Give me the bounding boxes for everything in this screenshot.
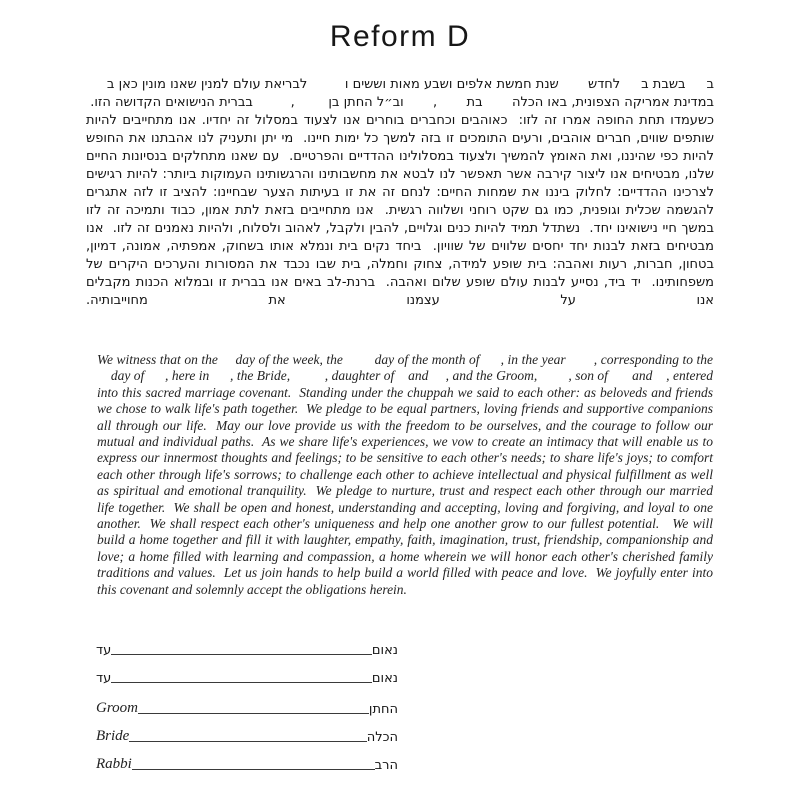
bride-label: Bride [96, 728, 130, 744]
rabbi-signature-line [132, 769, 375, 770]
signature-row-groom [96, 689, 398, 717]
rabbi-label-hebrew: הרב [374, 758, 398, 773]
witness-1-signature-line [111, 654, 372, 655]
groom-label-hebrew: החתן [368, 702, 398, 717]
groom-signature-line [138, 713, 369, 714]
witness-2-signature-line [111, 682, 372, 683]
witness-2-right-label: נאום [371, 671, 398, 686]
english-covenant-text: We witness that on the day of the week, the day of the month of , in the year , corresponding to the day of , here in , the Bride, , daughter of and , and the Groom, , son of and , entered into this sacred marriage covenant. Standing under the chuppah we said to each other: as beloveds and friends we chose to walk life's path together. We pledge to be equal partners, loving friends and supportive companions all through our life. May our love provide us with the freedom to be ourselves, and the courage to follow our mutual and individual paths. As we share life's experiences, we vow to create an intimacy that will enable us to express our innermost thoughts and feelings; to be sensitive to each other's needs; to share life's joys; to comfort each other through life's sorrows; to challenge each other to achieve intellectual and physical fulfillment as well as spiritual and emotional tranquility. We pledge to nurture, trust and respect each other through our married life together. We shall be open and honest, understanding and accepting, loving and forgiving, and loyal to one another. We shall respect each other's uniqueness and help one another grow to our fullest potential. We will build a home together and fill it with laughter, empathy, faith, imagination, trust, friendship, companionship and love; a home filled with learning and compassion, a home wherein we will honor each other's cherished family traditions and values. Let us join hands to help build a world filled with peace and love. We joyfully enter into this covenant and solemnly accept the obligations herein. [97, 352, 713, 597]
groom-label: Groom [96, 700, 138, 716]
signature-row-bride [96, 717, 398, 745]
witness-2-left-label: עד [96, 671, 112, 686]
hebrew-covenant-text: ב בשבת ב לחדש שנת חמשת אלפים ושבע מאות וששים ו לבריאת עולם למנין שאנו מונין כאן ב במדינת אמריקה הצפונית, באו הכלה בת , וב״ל החתן בן , בברית הנישואים הקדושה הזו. כשעמדו תחת החופה אמרו זה לזו: כאוהבים וכחברים בוחרים אנו לצעוד במסלול זה יחדיו. אנו מתחייבים להיות שותפים שווים, חברים אוהבים, ורעים התומכים זו בזה למשך כל ימות חיינו. מי יתן ותעניק לנו אהבתנו את החופש להיות כפי שהיננו, ואת האומץ להמשיך ולצעוד במסלולינו ההדדיים והפרטיים. עם שאנו מתחלקים בנסיונות החיים שלנו, מבטיחים אנו ליצור קירבה אשר תאפשר לנו לבטא את מחשבותינו והרגשותינו העמוקות ביותר: להיות רגישים לצרכינו ההדדיים: לחלוק ביננו את שמחות החיים: לנחם זה את זו בעיתות הצער שבחיינו: להציב זו לזה אתגרים להגשמה שכלית וגופנית, כמו גם שקט רוחני ושלווה רגשית. אנו מתחייבים בזאת לתת אמון, כבוד ותמיכה זה לזו במשך חיי נישואינו יחד. נשתדל תמיד להיות כנים וגלויים, להבין ולקבל, לאהוב ולסלוח, ולהיות נאמנים זה לזו. אנו מבטיחים בזאת לבנות יחד יחסים שלווים של שוויון. ביחד נקים בית ונמלא אותו בשחוק, אמפתיה, אמונה, דמיון, בטחון, חברות, רעות ואהבה: בית שופע למידה, צחוק וחמלה, בית שבו נכבד את המסורות והערכים היקרים של משפחותינו. יד ביד, נסייע לבנות עולם שופע שלום ואהבה. ברנת-לב באים אנו בברית זו ובמלוא הכנות מקבלים אנו על עצמנו את מחוייבותיה. [86, 77, 714, 308]
signature-row-witness-2 [96, 658, 398, 686]
signature-section [96, 630, 398, 773]
signature-row-witness-1 [96, 630, 398, 658]
rabbi-label: Rabbi [96, 756, 132, 772]
bride-signature-line [129, 741, 366, 742]
witness-1-right-label: נאום [371, 643, 398, 658]
witness-1-left-label: עד [96, 643, 112, 658]
signature-row-rabbi [96, 745, 398, 773]
bride-label-hebrew: הכלה [366, 730, 398, 745]
page-title: Reform D [329, 20, 471, 53]
